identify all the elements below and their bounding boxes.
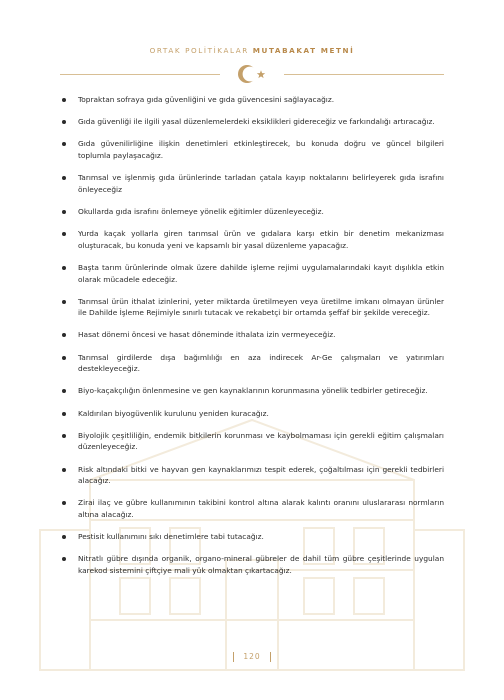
bullet-icon: [62, 120, 66, 124]
header-rule-left: [60, 74, 220, 75]
list-item: Pestisit kullanımını sıkı denetimlere tabi tutacağız.: [60, 531, 444, 543]
bullet-icon: [62, 501, 66, 505]
list-item: Gıda güvenliği ile ilgili yasal düzenlemelerdeki eksiklikleri gidereceğiz ve farkındalığı artıracağız.: [60, 116, 444, 128]
list-item: Risk altındaki bitki ve hayvan gen kaynaklarımızı tespit ederek, çoğaltılması için gerekli tedbirleri alacağız.: [60, 464, 444, 487]
page-number-bar-left: [233, 652, 234, 662]
list-item: Biyolojik çeşitliliğin, endemik bitkilerin korunması ve kaybolmaması için gerekli eğitim çalışmaları düzenleyeceğiz.: [60, 430, 444, 453]
bullet-icon: [62, 232, 66, 236]
list-item: Tarımsal girdilerde dışa bağımlılığı en aza indirecek Ar-Ge çalışmaları ve yatırımları destekleyeceğiz.: [60, 352, 444, 375]
list-item: Tarımsal ve işlenmiş gıda ürünlerinde tarladan çatala kayıp noktalarını belirleyerek gıda israfını önleyeceğiz: [60, 172, 444, 195]
bullet-icon: [62, 468, 66, 472]
list-item: Okullarda gıda israfını önlemeye yönelik eğitimler düzenleyeceğiz.: [60, 206, 444, 218]
bullet-icon: [62, 266, 66, 270]
policy-bullet-list: [60, 94, 444, 587]
header-title-bold: MUTABAKAT METNİ: [252, 46, 355, 55]
list-item: Kaldırılan biyogüvenlik kurulunu yeniden kuracağız.: [60, 408, 444, 420]
list-item: Biyo-kaçakçılığın önlenmesine ve gen kaynaklarının korunmasına yönelik tedbirler getireceğiz.: [60, 385, 444, 397]
header-rule-right: [284, 74, 444, 75]
page-number-text: 120: [243, 652, 261, 661]
bullet-icon: [62, 142, 66, 146]
list-item: Hasat dönemi öncesi ve hasat döneminde ithalata izin vermeyeceğiz.: [60, 329, 444, 341]
header-title-light: ORTAK POLİTİKALAR: [149, 46, 249, 55]
list-item: Nitratlı gübre dışında organik, organo-mineral gübreler de dahil tüm gübre çeşitlerinde uygulan karekod sistemini çiftçiye mali yük olmaktan çıkartacağız.: [60, 553, 444, 576]
header-ornament: [60, 62, 444, 86]
bullet-icon: [62, 176, 66, 180]
list-item: Zirai ilaç ve gübre kullanımının takibini kontrol altına alarak kalıntı oranını uluslararası normların altına alacağız.: [60, 497, 444, 520]
bullet-icon: [62, 557, 66, 561]
running-header: [0, 46, 504, 55]
list-item: Başta tarım ürünlerinde olmak üzere dahilde işleme rejimi uygulamalarındaki kayıt dışılıkla etkin olarak mücadele edeceğiz.: [60, 262, 444, 285]
bullet-icon: [62, 300, 66, 304]
page-number-bar-right: [270, 652, 271, 662]
bullet-icon: [62, 535, 66, 539]
bullet-icon: [62, 98, 66, 102]
bullet-icon: [62, 210, 66, 214]
bullet-icon: [62, 389, 66, 393]
bullet-icon: [62, 333, 66, 337]
list-item: Topraktan sofraya gıda güvenliğini ve gıda güvencesini sağlayacağız.: [60, 94, 444, 106]
bullet-icon: [62, 434, 66, 438]
bullet-icon: [62, 356, 66, 360]
crescent-star-icon: [234, 62, 270, 86]
bullet-icon: [62, 412, 66, 416]
list-item: Yurda kaçak yollarla giren tarımsal ürün ve gıdalara karşı etkin bir denetim mekanizması oluşturacak, bu konuda yeni ve kapsamlı bir yasal düzenleme yapacağız.: [60, 228, 444, 251]
list-item: Gıda güvenilirliğine ilişkin denetimleri etkinleştirecek, bu konuda doğru ve güncel bilgileri toplumla paylaşacağız.: [60, 138, 444, 161]
page-number: [233, 650, 271, 664]
list-item: Tarımsal ürün ithalat izinlerini, yeter miktarda üretilmeyen veya üretilme imkanı olmayan ürünler ile Dahilde İşleme Rejimiyle sınırlı tutacak ve rekabetçi bir ortamda şeffaf bir şekilde vereceğiz.: [60, 296, 444, 319]
